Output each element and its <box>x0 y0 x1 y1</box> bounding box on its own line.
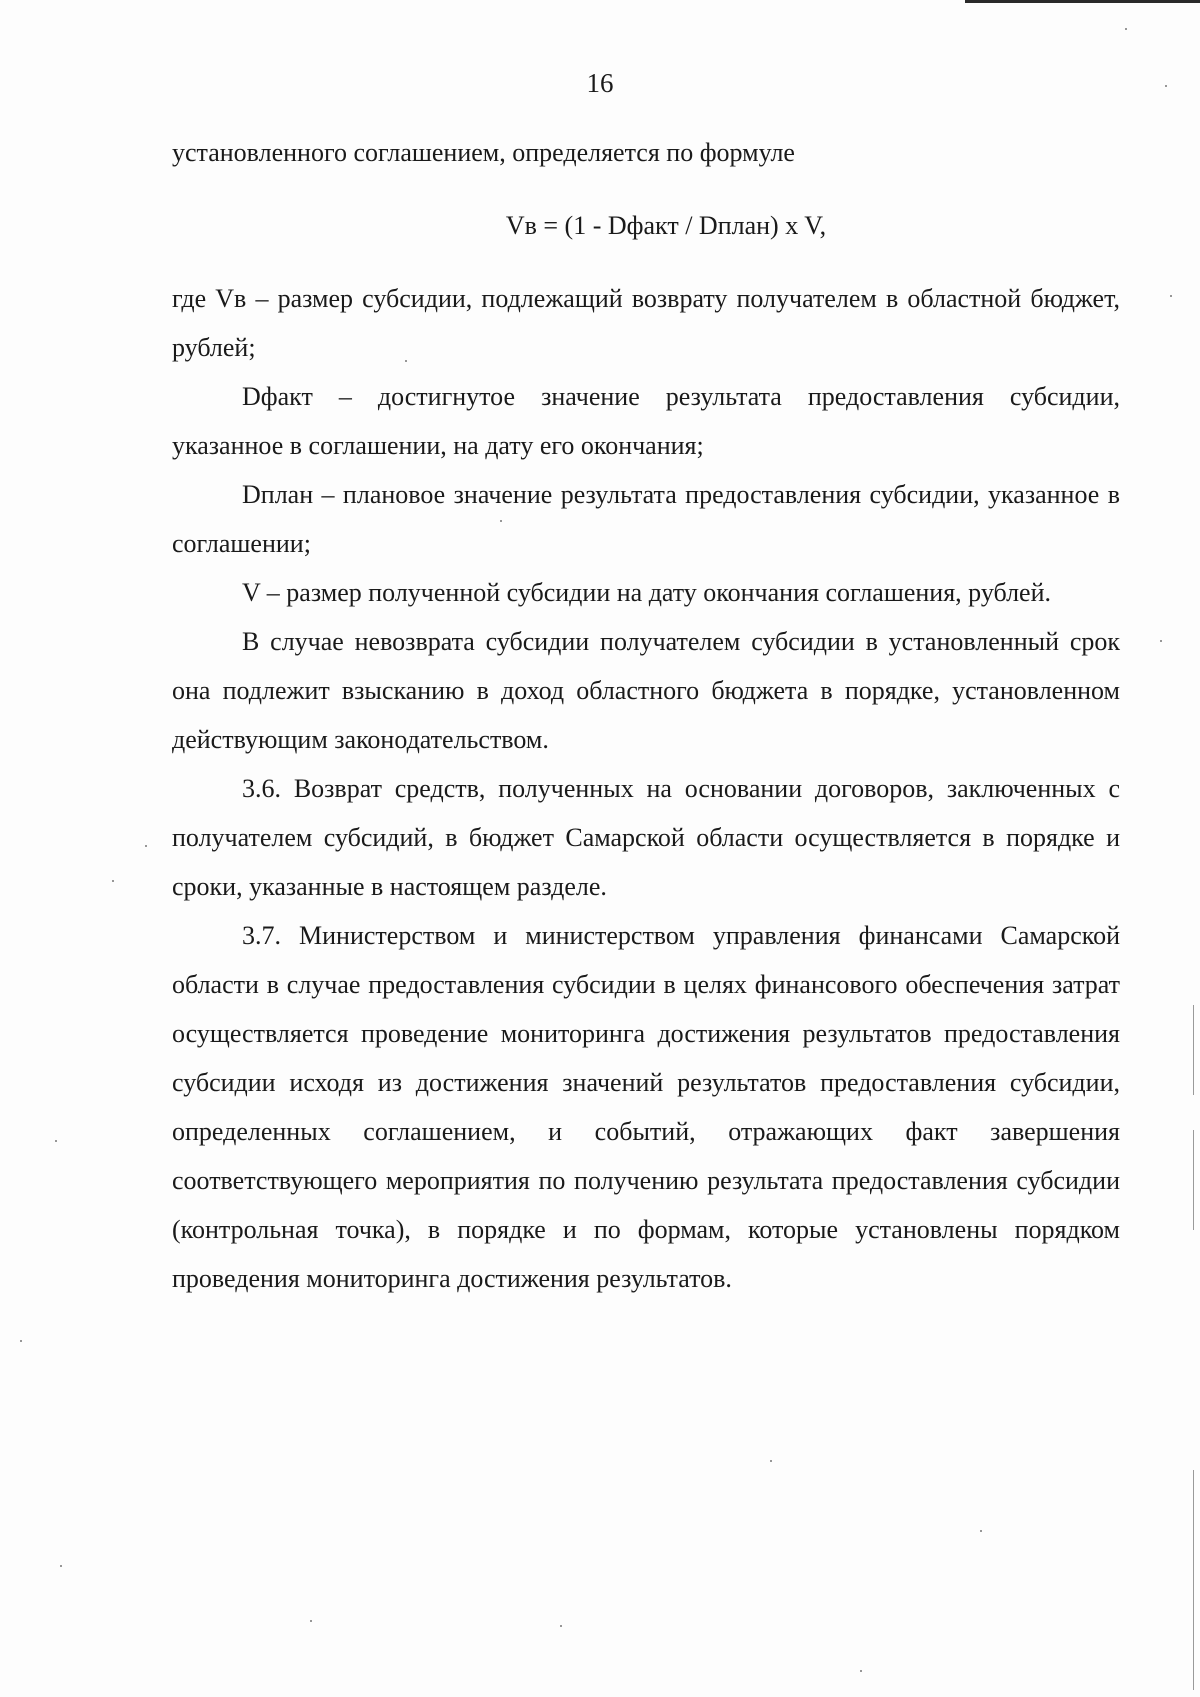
paragraph-3-7: 3.7. Министерством и министерством управления финансами Самарской области в случае предоставления субсидии в целях финансового обеспечения затрат осуществляется проведение мониторинга достижения результатов предоставления субсидии исходя из достижения значений результатов предоставления субсидии, определенных соглашением, и событий, отражающих факт завершения соответствующего мероприятия по получению результата предоставления субсидии (контрольная точка), в порядке и по формам, которые установлены порядком проведения мониторинга достижения результатов. <box>172 921 1120 1293</box>
document-body <box>172 128 1120 1303</box>
scan-speck <box>1125 28 1127 30</box>
scan-speck <box>1170 295 1172 297</box>
paragraph-definition-dfakt: Dфакт – достигнутое значение результата предоставления субсидии, указанное в соглашении, на дату его окончания; <box>172 382 1120 460</box>
scan-speck <box>112 880 114 882</box>
scan-speck <box>405 360 407 362</box>
scan-speck <box>20 1340 22 1342</box>
scan-speck <box>1165 85 1167 87</box>
paragraph-definition-v: V – размер полученной субсидии на дату окончания соглашения, рублей. <box>242 578 1052 607</box>
scan-edge-line <box>1193 1005 1194 1095</box>
paragraph-definition-vv: где Vв – размер субсидии, подлежащий возврату получателем в областной бюджет, рублей; <box>172 284 1120 362</box>
scan-speck <box>1160 640 1162 642</box>
paragraph-3-6: 3.6. Возврат средств, полученных на основании договоров, заключенных с получателем субсидий, в бюджет Самарской области осуществляется в порядке и сроки, указанные в настоящем разделе. <box>172 774 1120 901</box>
scan-speck <box>560 1625 562 1627</box>
scan-edge-line <box>1193 1130 1194 1230</box>
scan-speck <box>145 845 147 847</box>
continuation-line: установленного соглашением, определяется по формуле <box>172 138 795 167</box>
paragraph-definition-dplan: Dплан – плановое значение результата предоставления субсидии, указанное в соглашении; <box>172 480 1120 558</box>
scan-speck <box>310 1620 312 1622</box>
scan-speck <box>770 1460 772 1462</box>
scan-speck <box>500 520 502 522</box>
scan-edge-line <box>1193 1470 1194 1690</box>
formula: Vв = (1 - Dфакт / Dплан) x V, <box>505 211 827 240</box>
scan-speck <box>980 1530 982 1532</box>
page-number: 16 <box>586 68 614 98</box>
top-edge-rule <box>965 0 1200 3</box>
scan-speck <box>860 1670 862 1672</box>
scan-speck <box>60 1565 62 1567</box>
scan-speck <box>55 1140 57 1142</box>
paragraph-non-return: В случае невозврата субсидии получателем субсидии в установленный срок она подлежит взысканию в доход областного бюджета в порядке, установленном действующим законодательством. <box>172 627 1120 754</box>
